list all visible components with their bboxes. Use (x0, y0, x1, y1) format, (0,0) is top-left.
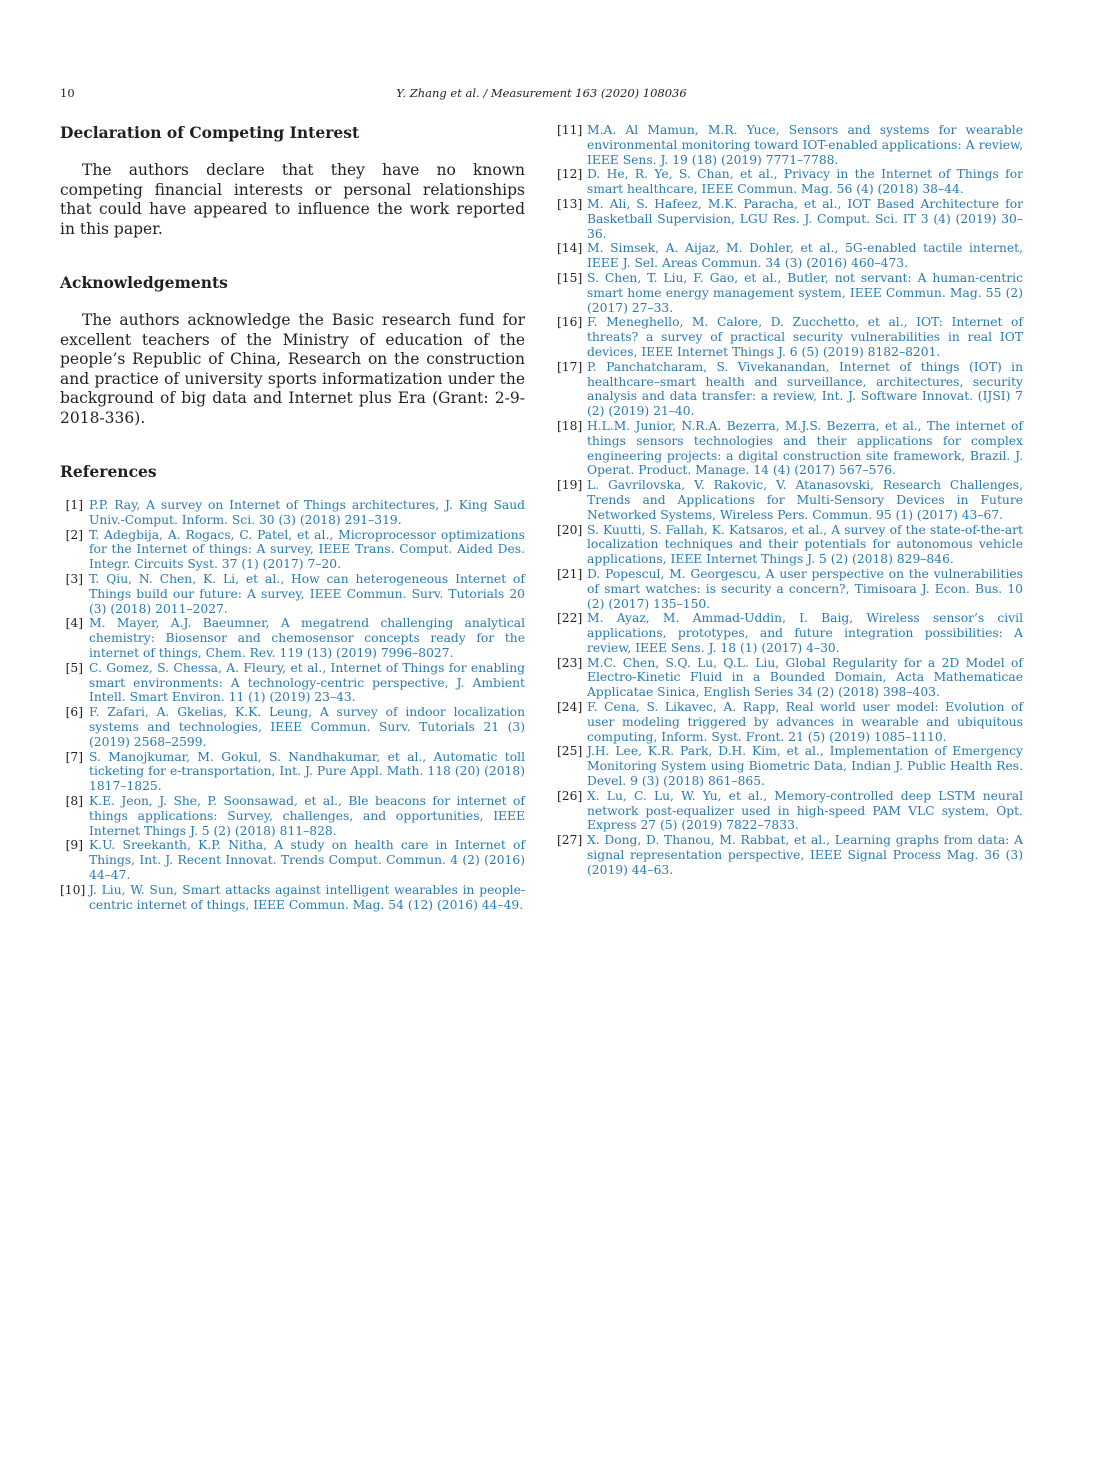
left-column (60, 123, 525, 912)
reference-item (557, 478, 1023, 522)
reference-number: [21] (557, 566, 583, 581)
reference-link[interactable]: M.A. Al Mamun, M.R. Yuce, Sensors and systems for wearable environmental monitoring toward IOT-enabled applications: A review, IEEE Sens. J. 19 (18) (2019) 7771–7788. (587, 123, 1023, 167)
running-head: Y. Zhang et al. / Measurement 163 (2020) 108036 (396, 86, 687, 100)
reference-number: [9] (65, 838, 83, 853)
reference-number: [15] (557, 270, 583, 285)
reference-number: [5] (65, 660, 83, 675)
reference-link[interactable]: X. Lu, C. Lu, W. Yu, et al., Memory-controlled deep LSTM neural network post-equalizer used in high-speed PAM VLC system, Opt. Express 27 (5) (2019) 7822–7833. (587, 788, 1023, 833)
reference-number: [23] (557, 655, 583, 670)
reference-item (557, 271, 1023, 315)
reference-link[interactable]: M. Ali, S. Hafeez, M.K. Paracha, et al., IOT Based Architecture for Basketball Supervision, LGU Res. J. Comput. Sci. IT 3 (4) (2019) 30–36. (587, 196, 1023, 241)
reference-number: [16] (557, 315, 583, 330)
reference-link[interactable]: K.U. Sreekanth, K.P. Nitha, A study on health care in Internet of Things, Int. J. Recent Innovat. Trends Comput. Commun. 4 (2) (2016) 44–47. (89, 838, 525, 882)
reference-number: [13] (557, 196, 583, 211)
reference-item (60, 705, 525, 749)
reference-item (557, 315, 1023, 359)
reference-number: [7] (65, 749, 83, 764)
reference-number: [2] (65, 527, 83, 542)
reference-item (557, 241, 1023, 271)
reference-number: [24] (557, 700, 583, 715)
reference-number: [10] (60, 882, 86, 897)
reference-link[interactable]: M. Mayer, A.J. Baeumner, A megatrend challenging analytical chemistry: Biosensor and chemosensor concepts ready for the internet of things, Chem. Rev. 119 (13) (2019) 7996–8027. (89, 616, 525, 660)
reference-link[interactable]: M.C. Chen, S.Q. Lu, Q.L. Liu, Global Regularity for a 2D Model of Electro-Kinetic Fluid in a Bounded Domain, Acta Mathematicae Applicatae Sinica, English Series 34 (2) (2018) 398–403. (587, 655, 1023, 700)
right-column (557, 123, 1023, 878)
reference-number: [20] (557, 522, 583, 537)
reference-link[interactable]: S. Kuutti, S. Fallah, K. Katsaros, et al., A survey of the state-of-the-art localization techniques and their potentials for autonomous vehicle applications, IEEE Internet Things J. 5 (2) (2018) 829–846. (587, 522, 1023, 567)
reference-number: [3] (65, 571, 83, 586)
reference-item (60, 616, 525, 660)
reference-link[interactable]: P. Panchatcharam, S. Vivekanandan, Internet of things (IOT) in healthcare–smart health and surveillance, architectures, security analysis and data transfer: a review, Int. J. Software Innovat. (IJSI) 7 (2) (2019) 21–40. (587, 359, 1023, 419)
reference-link[interactable]: J.H. Lee, K.R. Park, D.H. Kim, et al., Implementation of Emergency Monitoring System using Biometric Data, Indian J. Public Health Res. Devel. 9 (3) (2018) 861–865. (587, 744, 1023, 789)
reference-item (557, 744, 1023, 788)
reference-link[interactable]: L. Gavrilovska, V. Rakovic, V. Atanasovski, Research Challenges, Trends and Applications for Multi-Sensory Devices in Future Networked Systems, Wireless Pers. Commun. 95 (1) (2017) 43–67. (587, 478, 1023, 522)
reference-item (557, 611, 1023, 655)
reference-number: [19] (557, 478, 583, 493)
reference-link[interactable]: S. Chen, T. Liu, F. Gao, et al., Butler, not servant: A human-centric smart home energy management system, IEEE Commun. Mag. 55 (2) (2017) 27–33. (587, 270, 1023, 315)
reference-number: [4] (65, 616, 83, 631)
reference-link[interactable]: T. Qiu, N. Chen, K. Li, et al., How can heterogeneous Internet of Things build our future: A survey, IEEE Commun. Surv. Tutorials 20 (3) (2018) 2011–2027. (89, 571, 525, 616)
acknowledgements-heading: Acknowledgements (60, 273, 228, 292)
reference-link[interactable]: H.L.M. Junior, N.R.A. Bezerra, M.J.S. Bezerra, et al., The internet of things sensors technologies and their applications for complex engineering projects: a digital construction site framework, Brazil. J. Operat. Product. Manage. 14 (4) (2017) 567–576. (587, 418, 1023, 478)
reference-link[interactable]: C. Gomez, S. Chessa, A. Fleury, et al., Internet of Things for enabling smart environments: A technology-centric perspective, J. Ambient Intell. Smart Environ. 11 (1) (2019) 23–43. (89, 660, 525, 705)
reference-item (60, 838, 525, 882)
page-number: 10 (60, 86, 75, 100)
reference-item (557, 360, 1023, 419)
reference-link[interactable]: D. Popescul, M. Georgescu, A user perspective on the vulnerabilities of smart watches: is security a concern?, Timisoara J. Econ. Bus. 10 (2) (2017) 135–150. (587, 566, 1023, 611)
reference-number: [11] (557, 123, 583, 137)
reference-item (557, 197, 1023, 241)
reference-link[interactable]: M. Simsek, A. Aijaz, M. Dohler, et al., 5G-enabled tactile internet, IEEE J. Sel. Areas Commun. 34 (3) (2016) 460–473. (587, 241, 1023, 271)
reference-list-right (557, 123, 1023, 878)
reference-item (557, 656, 1023, 700)
reference-item (60, 661, 525, 705)
reference-number: [6] (65, 705, 83, 720)
reference-list-left (60, 498, 525, 912)
reference-link[interactable]: F. Meneghello, M. Calore, D. Zucchetto, et al., IOT: Internet of threats? a survey of practical security vulnerabilities in real IOT devices, IEEE Internet Things J. 6 (5) (2019) 8182–8201. (587, 315, 1023, 359)
reference-item (557, 789, 1023, 833)
reference-item (557, 833, 1023, 877)
reference-link[interactable]: S. Manojkumar, M. Gokul, S. Nandhakumar, et al., Automatic toll ticketing for e-transportation, Int. J. Pure Appl. Math. 118 (20) (2018) 1817–1825. (89, 749, 525, 794)
page-header (60, 86, 1023, 102)
reference-number: [22] (557, 611, 583, 626)
reference-link[interactable]: X. Dong, D. Thanou, M. Rabbat, et al., Learning graphs from data: A signal representation perspective, IEEE Signal Process Mag. 36 (3) (2019) 44–63. (587, 833, 1023, 877)
reference-item (60, 883, 525, 913)
reference-item (557, 523, 1023, 567)
reference-item (60, 572, 525, 616)
reference-item (60, 498, 525, 528)
reference-number: [26] (557, 788, 583, 803)
reference-item (557, 167, 1023, 197)
reference-link[interactable]: P.P. Ray, A survey on Internet of Things architectures, J. King Saud Univ.-Comput. Inform. Sci. 30 (3) (2018) 291–319. (89, 498, 525, 527)
reference-link[interactable]: K.E. Jeon, J. She, P. Soonsawad, et al., Ble beacons for internet of things applications: Survey, challenges, and opportunities, IEEE Internet Things J. 5 (2) (2018) 811–828. (89, 793, 525, 838)
reference-number: [12] (557, 167, 583, 182)
competing-interest-text: The authors declare that they have no known competing financial interests or personal relationships that could have appeared to influence the work reported in this paper. (60, 161, 525, 238)
reference-number: [25] (557, 744, 583, 759)
reference-number: [8] (65, 793, 83, 808)
reference-item (557, 700, 1023, 744)
reference-number: [18] (557, 418, 583, 433)
acknowledgements-text: The authors acknowledge the Basic research fund for excellent teachers of the Ministry of education of the people’s Republic of China, Research on the construction and practice of university sports informatization under the background of big data and Internet plus Era (Grant: 2-9-2018-336). (60, 311, 525, 427)
reference-link[interactable]: F. Zafari, A. Gkelias, K.K. Leung, A survey of indoor localization systems and technologies, IEEE Commun. Surv. Tutorials 21 (3) (2019) 2568–2599. (89, 705, 525, 749)
reference-link[interactable]: J. Liu, W. Sun, Smart attacks against intelligent wearables in people-centric internet of things, IEEE Commun. Mag. 54 (12) (2016) 44–49. (89, 882, 525, 912)
reference-item (557, 123, 1023, 167)
reference-item (60, 750, 525, 794)
competing-interest-heading: Declaration of Competing Interest (60, 123, 360, 142)
reference-link[interactable]: D. He, R. Ye, S. Chan, et al., Privacy in the Internet of Things for smart healthcare, IEEE Commun. Mag. 56 (4) (2018) 38–44. (587, 167, 1023, 197)
reference-number: [17] (557, 359, 583, 374)
reference-item (557, 567, 1023, 611)
reference-number: [14] (557, 241, 583, 256)
reference-link[interactable]: M. Ayaz, M. Ammad-Uddin, I. Baig, Wireless sensor’s civil applications, prototypes, and future integration possibilities: A review, IEEE Sens. J. 18 (1) (2017) 4–30. (587, 611, 1023, 655)
reference-item (557, 419, 1023, 478)
reference-link[interactable]: T. Adegbija, A. Rogacs, C. Patel, et al., Microprocessor optimizations for the Internet of things: A survey, IEEE Trans. Comput. Aided Des. Integr. Circuits Syst. 37 (1) (2017) 7–20. (89, 527, 525, 572)
reference-link[interactable]: F. Cena, S. Likavec, A. Rapp, Real world user model: Evolution of user modeling triggered by advances in wearable and ubiquitous computing, Inform. Syst. Front. 21 (5) (2019) 1085–1110. (587, 700, 1023, 744)
reference-item (60, 528, 525, 572)
reference-number: [1] (65, 498, 83, 512)
references-heading: References (60, 462, 157, 481)
reference-item (60, 794, 525, 838)
reference-number: [27] (557, 833, 583, 848)
